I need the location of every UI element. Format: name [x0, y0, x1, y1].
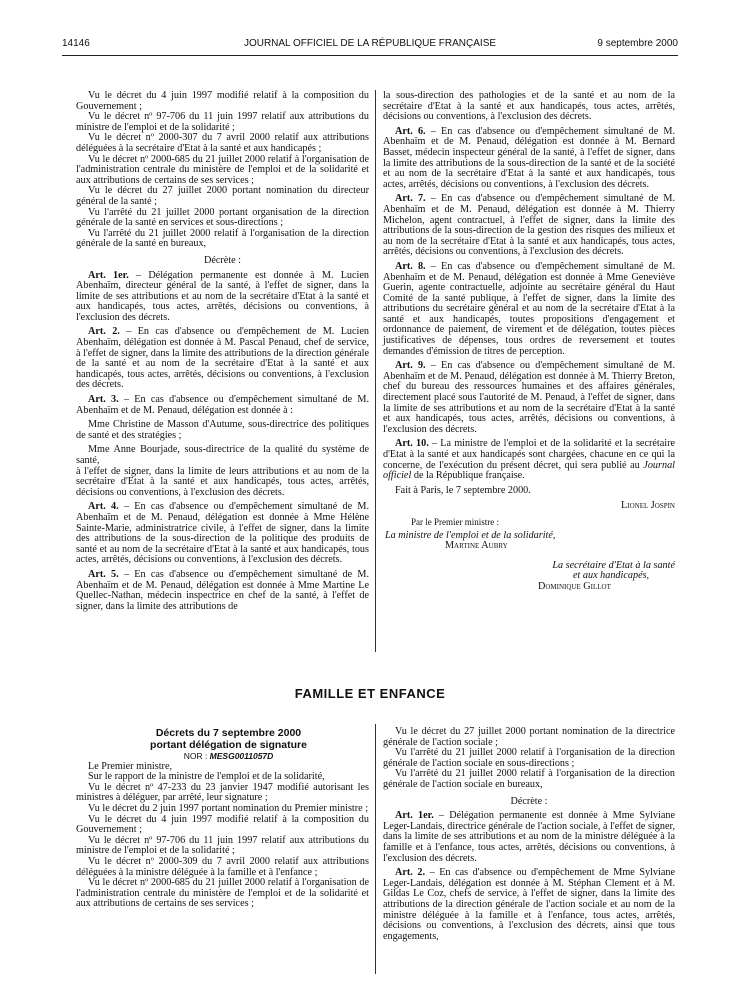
article-3-delegate: Mme Christine de Masson d'Autume, sous-directrice des politiques de santé et des stratégies ; — [76, 419, 369, 441]
article-7 — [383, 194, 675, 258]
secretary-title-line-2: et aux handicapés, — [573, 570, 650, 582]
visa: Vu le décret du 27 juillet 2000 portant nomination du directeur général de la santé ; — [76, 185, 369, 207]
preamble-line: Le Premier ministre, — [88, 760, 173, 772]
article-1 — [383, 811, 675, 864]
article-6 — [383, 127, 675, 191]
preamble-line: Vu l'arrêté du 21 juillet 2000 relatif à l'organisation de la direction générale de l'action sociale en sous-directions ; — [383, 747, 675, 769]
article-label: Art. 10. — [395, 438, 429, 450]
article-label: Art. 1er. — [395, 810, 434, 822]
article-5 — [76, 570, 369, 612]
article-2 — [76, 327, 369, 391]
visa: Vu le décret nº 2000-307 du 7 avril 2000 relatif aux attributions déléguées à la secrétaire d'Etat à la santé et aux handicapés ; — [76, 132, 369, 154]
signatory-prime-minister: Lionel Jospin — [621, 500, 675, 512]
decrete-heading: Décrète : — [510, 795, 548, 807]
article-4 — [76, 502, 369, 566]
article-label: Art. 5. — [88, 568, 119, 580]
article-10 — [383, 439, 675, 481]
secretary-title: La secrétaire d'Etat à la santé — [552, 559, 675, 571]
article-label: Art. 8. — [395, 260, 426, 272]
visa: Vu l'arrêté du 21 juillet 2000 relatif à l'organisation de la direction générale de la santé en bureaux, — [76, 227, 369, 250]
article-text: – En cas d'absence ou d'empêchement simultané de M. Abenhaïm et de M. Penaud, délégation est donnée à Mme Hélène Sainte-Marie, administratrice civile, à l'effet de signer, dans la limite des attributions de la sous-direction de la politique des produits de santé et au nom de la secrétaire d'Etat à la santé et aux handicapés, tous actes, arrêtés, décisions ou conventions, à l'exclusion des décrets. — [76, 501, 369, 566]
header-rule — [62, 55, 678, 56]
column-divider — [375, 724, 376, 974]
preamble-line: Vu le décret nº 2000-685 du 21 juillet 2000 relatif à l'organisation de l'administration centrale du ministère de l'emploi et de la solidarité et aux attributions de certains de ses services ; — [76, 877, 369, 910]
preamble-line: Vu le décret du 27 juillet 2000 portant nomination de la directrice générale de l'action sociale ; — [383, 726, 675, 748]
article-text: – En cas d'absence ou d'empêchement simultané de M. Abenhaïm et de M. Penaud, délégation est donnée à Mme Geneviève Guerin, agente contractuelle, adjointe au secrétaire général du Haut Comité de la santé publique, à l'effet de signer, dans la limite des attributions du secrétaire général et au nom de la secrétaire d'Etat à la santé et aux handicapés, toutes propositions d'engagement et ordonnance de paiement, de virement et de délégation, toutes pièces justificatives de dépenses, tous ordres de reversement et toutes demandes d'émission de titres de perception. — [383, 260, 675, 357]
journal-title: JOURNAL OFFICIEL DE LA RÉPUBLIQUE FRANÇAISE — [243, 38, 497, 49]
article-2 — [383, 868, 675, 942]
bottom-right-column — [383, 727, 675, 942]
signatory-secretary: Dominique Gillot — [538, 580, 611, 592]
decree-title: Décrets du 7 septembre 2000 — [155, 727, 302, 739]
article-3 — [76, 395, 369, 416]
preamble-line: Vu le décret nº 2000-309 du 7 avril 2000 relatif aux attributions déléguées à la ministre déléguée à la famille et à l'enfance ; — [76, 855, 369, 878]
article-label: Art. 2. — [395, 867, 426, 879]
decree-subtitle: portant délégation de signature — [150, 739, 307, 751]
article-text: – La ministre de l'emploi et de la solidarité et la secrétaire d'Etat à la santé et aux handicapés sont chargées, chacune en ce qui la concerne, de l'exécution du présent décret, qui sera publié au — [383, 438, 675, 471]
journal-name: Journal officiel — [383, 459, 675, 482]
article-label: Art. 6. — [395, 125, 426, 137]
preamble-line: Vu le décret nº 97-706 du 11 juin 1997 relatif aux attributions du ministre de l'emploi et de la solidarité ; — [76, 834, 369, 857]
article-text: – Délégation permanente est donnée à Mme Sylviane Leger-Landais, directrice générale de l'action sociale, à l'effet de signer, dans la limite de ses attributions et au nom de la ministre déléguée à la famille et à l'enfance, tous actes, arrêtés, décisions ou conventions, à l'exclusion des décrets. — [383, 810, 675, 864]
article-label: Art. 2. — [88, 326, 120, 338]
article-label: Art. 3. — [88, 394, 119, 406]
nor-label: NOR : — [183, 751, 210, 761]
visa: Vu le décret nº 97-706 du 11 juin 1997 relatif aux attributions du ministre de l'emploi et de la solidarité ; — [76, 111, 369, 133]
top-right-column — [383, 91, 675, 593]
visa: Vu le décret nº 2000-685 du 21 juillet 2000 relatif à l'organisation de l'administration centrale du ministère de l'emploi et de la solidarité et aux attributions de certains de ses services ; — [76, 153, 369, 186]
article-9 — [383, 361, 675, 435]
section-title: FAMILLE ET ENFANCE — [294, 686, 446, 701]
article-label: Art. 4. — [88, 501, 119, 513]
signatory-minister: Martine Aubry — [445, 540, 508, 552]
article-text: – En cas d'absence ou d'empêchement simultané de M. Abenhaïm et de M. Penaud, délégation est donnée à M. Bernard Basset, médecin inspecteur général de la santé, à l'effet de signer, dans la limite des attributions de la sous-direction de la santé et de la société et au nom de la secrétaire d'Etat à la santé et aux handicapés, tous actes, arrêtés, décisions ou conventions, à l'exclusion des décrets. — [383, 125, 675, 190]
preamble-line: Vu le décret nº 47-233 du 23 janvier 1947 modifié autorisant les ministres à déléguer, par arrêté, leur signature ; — [76, 781, 369, 804]
article-text: – En cas d'absence ou d'empêchement de M. Lucien Abenhaïm, délégation est donnée à M. Pascal Penaud, chef de service, à l'effet de signer, dans la limite des attributions de la direction générale de la santé et au nom de la secrétaire d'Etat à la santé et aux handicapés, tous actes, arrêtés, décisions ou conventions, à l'exclusion des décrets. — [76, 326, 369, 391]
visa: Vu le décret du 4 juin 1997 modifié relatif à la composition du Gouvernement ; — [76, 90, 369, 112]
article-text: – Délégation permanente est donnée à M. Lucien Abenhaïm, directeur général de la santé, à l'effet de signer, dans la limite de ses attributions et au nom de la secrétaire d'Etat à la santé et aux handicapés, tous actes, arrêtés, décisions ou conventions, à l'exclusion des décrets. — [76, 269, 369, 323]
article-1 — [76, 271, 369, 324]
article-text: de la République française. — [411, 470, 525, 482]
preamble-line: Sur le rapport de la ministre de l'emploi et de la solidarité, — [88, 771, 325, 783]
column-divider — [375, 90, 376, 652]
article-label: Art. 1er. — [88, 269, 129, 281]
par-le-premier-ministre: Par le Premier ministre : — [411, 516, 499, 527]
nor-reference — [76, 751, 369, 762]
article-3-scope: à l'effet de signer, dans la limite de leurs attributions et au nom de la secrétaire d'Etat à la santé et aux handicapés, tous actes, arrêtés, décisions ou conventions, à l'exclusion des décrets. — [76, 465, 369, 498]
bottom-left-column — [76, 727, 369, 910]
decrete-heading: Décrète : — [203, 254, 242, 266]
preamble-line: Vu l'arrêté du 21 juillet 2000 relatif à l'organisation de la direction générale de l'action sociale en bureaux, — [383, 768, 675, 790]
preamble-line: Vu le décret du 2 juin 1997 portant nomination du Premier ministre ; — [88, 802, 369, 814]
article-text: – En cas d'absence ou d'empêchement de Mme Sylviane Leger-Landais, délégation est donnée à M. Stéphan Clement et à M. Gildas Le Coz, chefs de service, à l'effet de signer, dans la limite des attributions de la direction générale de l'action sociale et au nom de la ministre déléguée à la famille et à l'enfance, tous actes, arrêtés, décisions ou conventions, à l'exclusion des décrets, ainsi que tous engagements, — [383, 867, 675, 942]
article-text: – En cas d'absence ou d'empêchement simultané de M. Abenhaïm et de M. Penaud, délégation est donnée à : — [76, 394, 369, 416]
issue-date: 9 septembre 2000 — [597, 38, 678, 49]
article-label: Art. 7. — [395, 193, 426, 205]
fait-a-paris: Fait à Paris, le 7 septembre 2000. — [395, 484, 531, 496]
article-5-continuation: la sous-direction des pathologies et de la santé et au nom de la secrétaire d'Etat à la santé et aux handicapés, tous actes, arrêtés, décisions ou conventions, à l'exclusion des décrets. — [383, 90, 675, 123]
page-number: 14146 — [62, 38, 90, 49]
page-header — [62, 38, 678, 52]
minister-title: La ministre de l'emploi et de la solidarité, — [385, 529, 556, 541]
article-label: Art. 9. — [395, 360, 426, 372]
article-text: – En cas d'absence ou d'empêchement simultané de M. Abenhaïm et de M. Penaud, délégation est donnée à Mme Martine Le Quellec-Nathan, médecin inspectrice en chef de la santé, à l'effet de signer, dans la limite des attributions de — [76, 568, 369, 612]
nor-code: MESG0011057D — [209, 751, 274, 761]
article-3-delegate: Mme Anne Bourjade, sous-directrice de la qualité du système de santé, — [76, 444, 369, 466]
article-text: – En cas d'absence ou d'empêchement simultané de M. Abenhaïm et de M. Penaud, délégation est donnée à M. Thierry Breton, chef du bureau des ressources humaines et des affaires générales, directement placé sous l'autorité de M. Penaud, à l'effet de signer, dans la limite de ses attributions et au nom de la secrétaire d'Etat à la santé et aux handicapés, tous actes, arrêtés, décisions ou conventions, à l'exclusion des décrets. — [383, 360, 675, 435]
preamble-line: Vu le décret du 4 juin 1997 modifié relatif à la composition du Gouvernement ; — [76, 813, 369, 836]
article-text: – En cas d'absence ou d'empêchement simultané de M. Abenhaïm et de M. Penaud, délégation est donnée à M. Thierry Michelon, agent contractuel, à l'effet de signer, dans la limite des attributions de la sous-direction de la gestion des risques des milieux et au nom de la secrétaire d'Etat à la santé et aux handicapés, tous actes, arrêtés, décisions ou conventions, à l'exclusion des décrets. — [383, 193, 675, 258]
visa: Vu l'arrêté du 21 juillet 2000 portant organisation de la direction générale de la santé en services et sous-directions ; — [76, 206, 369, 229]
top-left-column — [76, 91, 369, 612]
article-8 — [383, 262, 675, 357]
